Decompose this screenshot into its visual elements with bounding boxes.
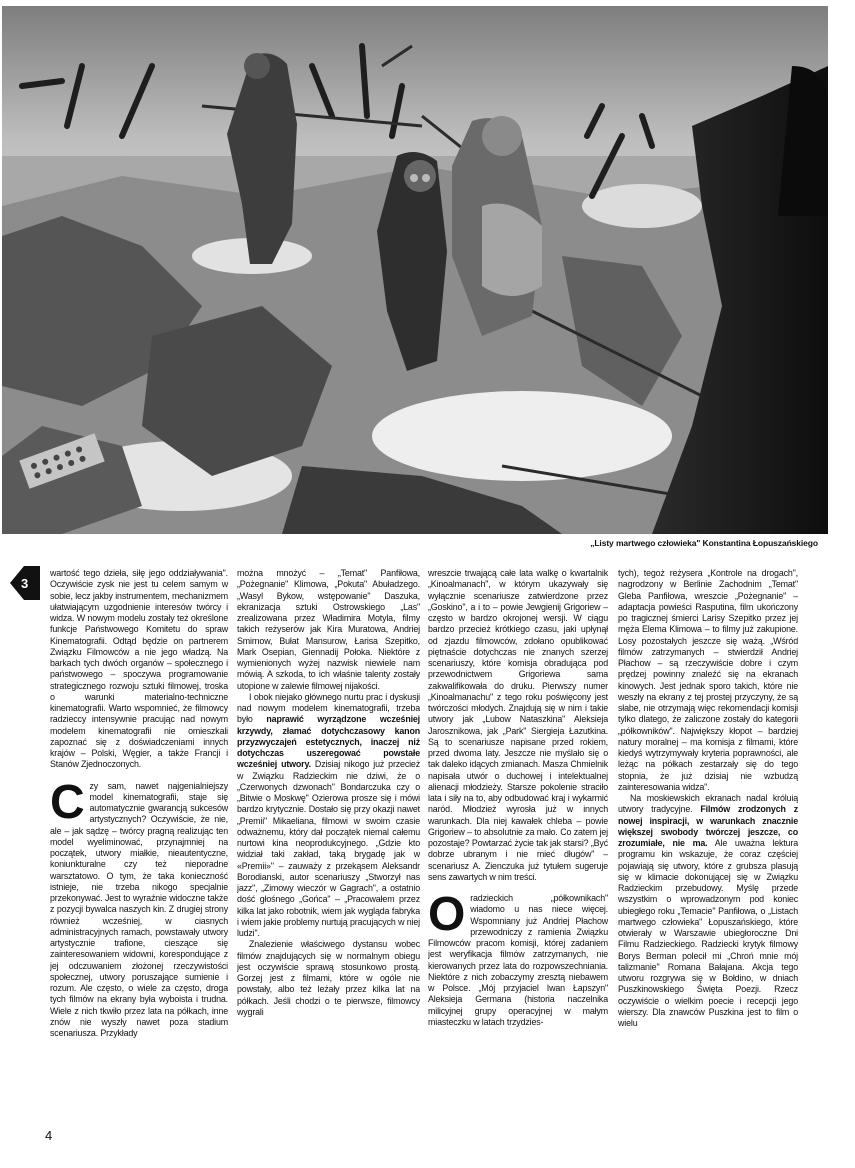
emphasis-text: naprawić wyrządzone wcześniej krzywdy, złamać dotychczasowy kanon przyzwyczajeń estetycznych, inaczej niż dotychczas uszeregować powstałe wcześniej utwory.: [237, 714, 420, 770]
photo-caption: „Listy martwego człowieka" Konstantina Łopuszańskiego: [590, 538, 818, 548]
paragraph: można mnożyć – „Temat" Panfiłowa, „Pożegnanie" Klimowa, „Pokuta" Abuładzego. „Wasyl Bykow, wstępowanie" Daszuka, ekranizacja sztuki Ostrowskiego „Las" zrealizowana przez Władimira Motyla, filmy takich reżyserów jak Kira Muratowa, Andriej Smirnow, Bułat Mansurow, Łarisa Szepitko, Mark Osepian, Giennadij Połoka. Niektóre z wymienionych wyżej nazwisk niewiele nam mówią. A szkoda, to ich właśnie talenty zostały utopione w zalewie filmowej nijakości.: [237, 568, 420, 691]
section-marker: [10, 566, 40, 600]
film-still-illustration: [2, 6, 828, 534]
article-column-2: [237, 568, 420, 1148]
paragraph-text: zy sam, nawet najgenialniejszy model kinematografii, staje się automatycznie gwarancją sukcesów artystycznych? Oczywiście, że nie, ale – jak sądzę – twórcy pragną realizując ten model wyeliminować, przynajmniej na początek, utwory miałkie, nieautentyczne, koniunkturalne czy też nieporadne warsztatowo. O tym, że taka konieczność istnieje, nie trzeba nikogo specjalnie przekonywać. Jest to wyraźnie widoczne także z pozycji bywalca naszych kin. Z drugiej strony również wcześniej, w ciasnych administracyjnych ramach, powstawały utwory artystycznie trafione, cieszące się zainteresowaniem widowni, korespondujące z jej odczuwaniem złożonej rzeczywistości społecznej, utwory poruszające sumienie i rozum. Ale często, o wiele za często, droga tych filmów na ekrany była wyboista i trudna. Wiele z nich tkwiło przez lata na półkach, inne znów nie wyszły nawet poza stadium scenariusza. Przykłady: [50, 780, 228, 1038]
emphasis-text: Filmów zrodzonych z nowej inspiracji, w warunkach znacznie większej swobody twórczej jeszcze, co zrozumiałe, nie ma.: [618, 804, 798, 848]
paragraph: wartość tego dzieła, siłę jego oddziaływania". Oczywiście zysk nie jest tu celem samym w sobie, lecz jakby instrumentem, mechanizmem ułatwiającym uzgodnienie interesów twórcy i widza. W nowym modelu zostały też określone funkcje Państwowego Komitetu do spraw Kinematografii. Odtąd będzie on partnerem Związku Filmowców a nie jego władzą. Na barkach tych dwóch organów – społecznego i państwowego – spoczywa programowanie strategicznego rozwoju sztuki filmowej, troska o warunki materialno-techniczne kinematografii. Warto wspomnieć, że filmowcy radzieccy intensywnie pracując nad nowym modelem kinematografii nie omieszkali zapoznać się z doświadczeniami innych krajów – Polski, Węgier, a także Francji i Stanów Zjednoczonych.: [50, 568, 228, 770]
paragraph-text: I obok niejako głównego nurtu prac i dyskusji nad nowym modelem kinematografii, trzeba było: [237, 691, 420, 725]
paragraph-text: Dzisiaj nikogo już przecież w Związku Radzieckim nie dziwi, że o „Czerwonych dzwonach" Bondarczuka czy o „Bitwie o Moskwę" Ozierowa prosze się i mówi bardzo krytycznie. Dostało się przy okazji nawet „Premii" Mikaeliana, filmowi w swoim czasie odważnemu, który dał początek niemal całemu nurtowi kina neoprodukcyjnego. „Gdzie kto widział taki zakład, taką brygadę jak w «Premii»" – zauważy z przekąsem Aleksandr Borodianski, autor scenariuszy „Stworzył nas jazz", „Zimowy wieczór w Gagrach", a ostatnio dość głośnego „Gońca" – „Pracowałem przez kilka lat jako robotnik, wiem jak wygląda fabryka i wiem jakie problemy nurtują pracujących w niej ludzi".: [237, 759, 420, 938]
article-column-4: [618, 568, 798, 1148]
paragraph: [50, 775, 228, 1040]
paragraph-text: radzieckich „półkownikach" wiadomo u nas niece więcej. Wspomniany już Andriej Płachow przewodniczy z ramienia Związku Filmowców pracom komisji, której zadaniem jest weryfikacja filmów zatrzymanych, nie kierowanych przez lata do rozpowszechniania. Niektóre z nich zobaczymy zresztą niebawem w Polsce. „Mój przyjaciel Iwan Łapszyn" Aleksieja Germana (historia naczelnika milicyjnej grupy operacyjnej w małym miasteczku w latach trzydzies-: [428, 893, 608, 1027]
paragraph-text: Na moskiewskich ekranach nadal króluią utwory tradycyjne.: [618, 793, 798, 815]
drop-cap: O: [428, 888, 466, 941]
paragraph: Znalezienie właściwego dystansu wobec filmów znajdujących się w normalnym obiegu jest oczywiście sprawą stosunkowo prostą. Gorzej jest z filmami, które w ogóle nie powstały, albo też leżały przez kilka lat na półkach. Jeśli chodzi o te pierwsze, filmowcy wygrali: [237, 939, 420, 1017]
paragraph: [428, 888, 608, 1028]
article-column-3: [428, 568, 608, 1148]
film-still-photo: [2, 6, 828, 534]
page-number: 4: [45, 1128, 53, 1143]
drop-cap: C: [50, 775, 85, 829]
paragraph: [237, 692, 420, 940]
paragraph: tych), tegoż reżysera „Kontrole na drogach", nagrodzony w Berlinie Zachodnim „Temat" Gleba Panfiłowa, wreszcie „Pożegnanie" – adaptacja powieści Rasputina, film ukończony po tragicznej śmierci Larisy Szepitko przez jej męża Elema Klimowa – to filmy już zakupione. Losy pozostałych jeszcze się ważą. „Wśród filmów zatrzymanych – stwierdził Andriej Płachow – są rzeczywiście dobre i czym prędzej powinny znaleźć się na ekranach kinowych. Jest jednak sporo takich, które nie weszły na ekrany z tej prostej przyczyny, że są słabe, nie otrzymają więc rekomendacji komisji tylko dlatego, że zaliczone zostały do kategorii „półkowników". Największy kłopot – bardziej natury moralnej – ma komisja z filmami, które kiedyś wytrzymywały kryteria poprawności, ale leżąc na półkach zestarzały się do tego stopnia, że już dzisiaj nie wzbudzą zainteresowania widza".: [618, 568, 798, 792]
section-marker-number: 3: [21, 576, 29, 591]
paragraph: [618, 793, 798, 1029]
paragraph: wreszcie trwającą całe lata walkę o kwartalnik „Kinoalmanach", w którym ukazywały się wyłącznie scenariusze zatwierdzone przez „Goskino", a i to – powie Jewgienij Grigoriew – często w bardzo okrojonej wersji. W ciągu bardzo przecież krótkiego czasu, jaki upłynął od zjazdu filmowców, zdołano opublikować piętnaście dotychczas nie znanych szerzej scenariuszy, które komisja obradująca pod przewodnictwem Grigoriewa sama zakwalifikowała do druku. Pierwszy numer „Kinoalmanachu" z tego roku poświęcony jest twórczości młodych. Znajdują się w nim i takie utwory jak „Lubow Nataszkina" Aleksieja Jarosznikowa, jak „Park" Siergieja Łazutkina. Są to scenariusze napisane przed rokiem, przed dwoma laty. Jeszcze nie myślało się o tak daleko idących zmianach. Masza Chmielnik napisała utwór o duchowej i intelektualnej alienacji młodzieży. Starsze pokolenie straciło lata i siły na to, aby odbudować kraj i wykarmić naród. Młodzież wyrosła już w innych warunkach. Dla niej kawałek chleba – powie Grigoriew – to absolutnie za mało. Co zatem jej pozostaje? Powtarzać życie tak jak starsi? „Być dobrze ubranym i nie mieć długów" – scenariusz A. Zienczuka już tytułem sugeruje sens zawartych w nim treści.: [428, 568, 608, 882]
article-column-1: [50, 568, 228, 1148]
paragraph-text: Ale uważna lektura programu kin wskazuje, że coraz częściej pojawiają się utwory, które z grubsza plasują się w klimacie dokonującej się w Związku Radzieckim przebudowy. Myślę przede wszystkim o wprowadzonym pod koniec ubiegłego roku „Temacie" Panfiłowa, o „Listach martwego człowieka" Łopuszańskiego, które otwierały w Warszawie ubiegłoroczne Dni Filmu Radzieckiego. Radziecki krytyk filmowy Borys Berman polecił mi „Chroń mnie mój talizmanie" Romana Bałajana. Akcja tego utworu rozgrywa się w Bołdino, w dniach Puszkinowskiego Święta Poezji. Rzecz oczywiście o wielkim poecie i recepcji jego wierszy. Dla znawców Puszkina jest to film o wielu: [618, 838, 798, 1028]
